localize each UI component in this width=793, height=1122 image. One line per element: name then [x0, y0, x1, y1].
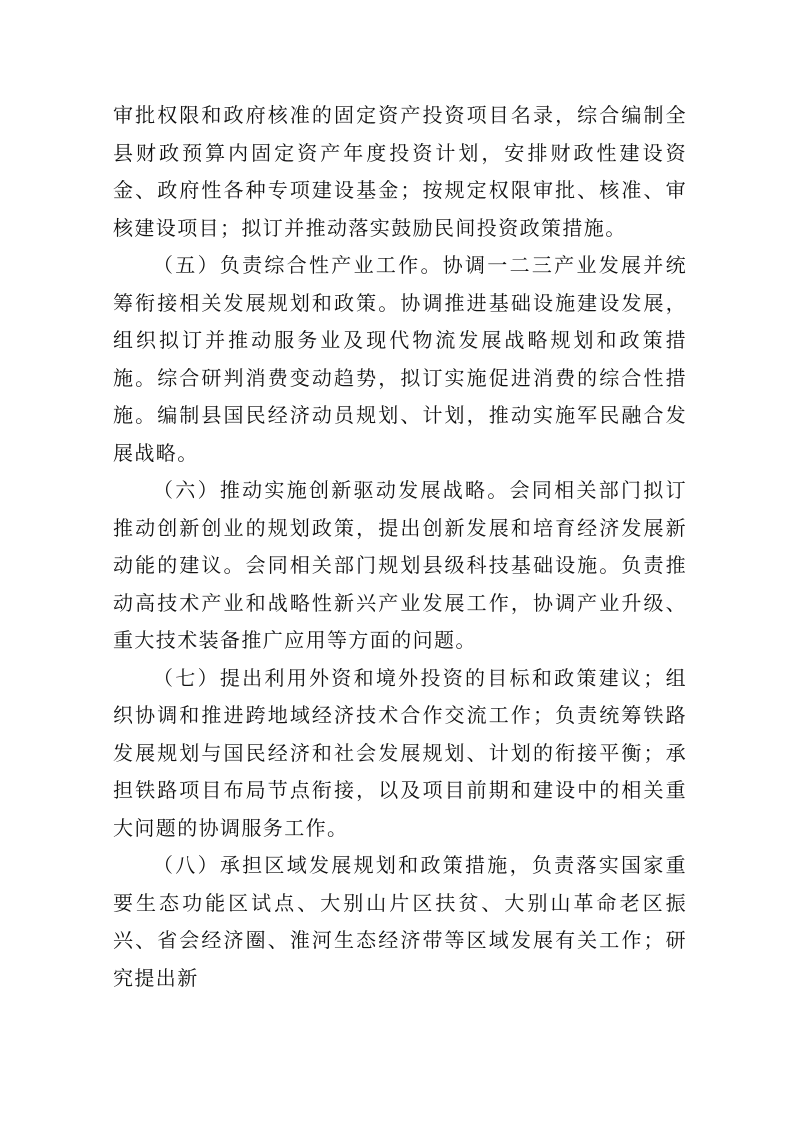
paragraph-continuation: 审批权限和政府核准的固定资产投资项目名录，综合编制全县财政预算内固定资产年度投资计划，安排财政性建设资金、政府性各种专项建设基金；按规定权限审批、核准、审核建设项目；拟订并推动落实鼓励民间投资政策措施。 — [113, 103, 687, 240]
paragraph-item-7: （七）提出利用外资和境外投资的目标和政策建议；组织协调和推进跨地域经济技术合作交流工作；负责统筹铁路发展规划与国民经济和社会发展规划、计划的衔接平衡；承担铁路项目布局节点衔接，以及项目前期和建设中的相关重大问题的协调服务工作。 — [113, 665, 687, 840]
paragraph-item-8: （八）承担区域发展规划和政策措施，负责落实国家重要生态功能区试点、大别山片区扶贫、大别山革命老区振兴、省会经济圈、淮河生态经济带等区域发展有关工作；研究提出新 — [113, 853, 687, 990]
paragraph-item-5: （五）负责综合性产业工作。协调一二三产业发展并统筹衔接相关发展规划和政策。协调推进基础设施建设发展，组织拟订并推动服务业及现代物流发展战略规划和政策措施。综合研判消费变动趋势，拟订实施促进消费的综合性措施。编制县国民经济动员规划、计划，推动实施军民融合发展战略。 — [113, 253, 687, 465]
paragraph-item-6: （六）推动实施创新驱动发展战略。会同相关部门拟订推动创新创业的规划政策，提出创新发展和培育经济发展新动能的建议。会同相关部门规划县级科技基础设施。负责推动高技术产业和战略性新兴产业发展工作，协调产业升级、重大技术装备推广应用等方面的问题。 — [113, 478, 687, 652]
document-body — [113, 97, 687, 997]
